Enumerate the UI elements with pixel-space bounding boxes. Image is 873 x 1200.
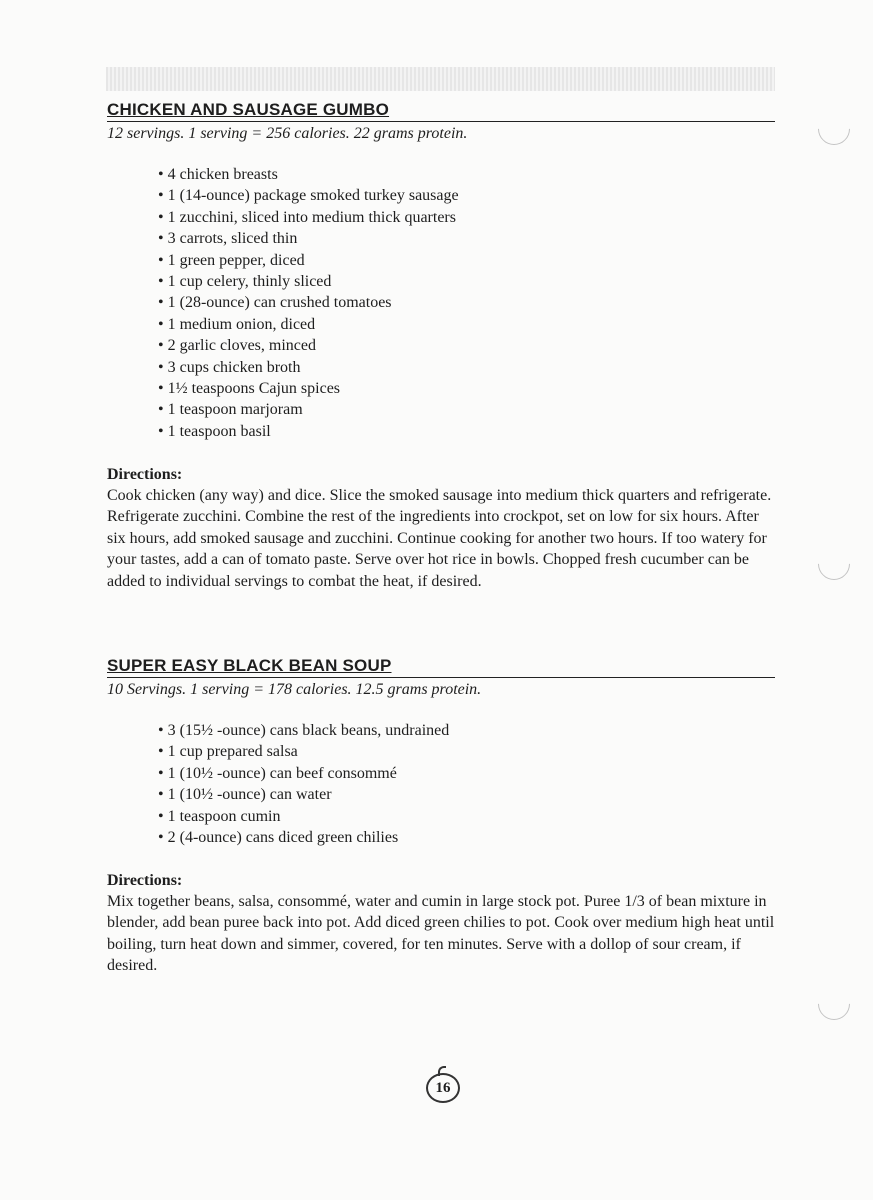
directions-text: Mix together beans, salsa, consommé, water and cumin in large stock pot. Puree 1/3 of bean mixture in blender, add bean puree back into pot. Add diced green chilies to pot. Cook over medium high heat until boiling, turn heat down and simmer, covered, for ten minutes. Serve with a dollop of sour cream, if desired. — [107, 893, 775, 975]
directions-heading: Directions: — [107, 872, 183, 889]
ingredient-item: • 1 green pepper, diced — [158, 250, 775, 271]
ingredient-item: • 1 teaspoon basil — [158, 421, 775, 442]
directions-text: Cook chicken (any way) and dice. Slice the smoked sausage into medium thick quarters and refrigerate. Refrigerate zucchini. Combine the rest of the ingredients into crockpot, set on low for six hours. After six hours, add smoked sausage and zucchini. Continue cooking for another two hours. If too watery for your tastes, add a can of tomato paste. Serve over hot rice in bowls. Chopped fresh cucumber can be added to individual servings to combat the heat, if desired. — [107, 487, 772, 590]
ingredient-item: • 1 medium onion, diced — [158, 314, 775, 335]
recipe-title: CHICKEN AND SAUSAGE GUMBO — [107, 100, 775, 122]
page-number: 16 — [426, 1073, 460, 1103]
ingredient-item: • 4 chicken breasts — [158, 164, 775, 185]
ingredient-item: • 3 carrots, sliced thin — [158, 228, 775, 249]
directions-gumbo — [107, 464, 775, 592]
ingredient-list — [158, 164, 775, 442]
directions-heading: Directions: — [107, 466, 183, 483]
directions-black-bean-soup — [107, 870, 775, 977]
ingredient-item: • 3 (15½ -ounce) cans black beans, undrained — [158, 720, 775, 741]
header-band — [106, 67, 775, 91]
binder-ring-mark — [811, 106, 856, 151]
ingredient-item: • 1½ teaspoons Cajun spices — [158, 378, 775, 399]
ingredient-item: • 1 cup celery, thinly sliced — [158, 271, 775, 292]
ingredient-item: • 2 (4-ounce) cans diced green chilies — [158, 827, 775, 848]
recipe-gumbo — [107, 100, 775, 442]
recipe-info: 10 Servings. 1 serving = 178 calories. 12.5 grams protein. — [107, 681, 482, 698]
ingredient-item: • 3 cups chicken broth — [158, 357, 775, 378]
recipe-black-bean-soup — [107, 656, 775, 848]
recipe-info: 12 servings. 1 serving = 256 calories. 22 grams protein. — [107, 125, 468, 142]
ingredient-item: • 1 cup prepared salsa — [158, 741, 775, 762]
binder-ring-mark — [811, 981, 856, 1026]
recipe-title: SUPER EASY BLACK BEAN SOUP — [107, 656, 775, 678]
ingredient-item: • 1 zucchini, sliced into medium thick quarters — [158, 207, 775, 228]
ingredient-item: • 1 teaspoon cumin — [158, 806, 775, 827]
binder-ring-mark — [811, 541, 856, 586]
ingredient-item: • 1 (28-ounce) can crushed tomatoes — [158, 292, 775, 313]
ingredient-item: • 1 (14-ounce) package smoked turkey sausage — [158, 185, 775, 206]
ingredient-item: • 1 teaspoon marjoram — [158, 399, 775, 420]
ingredient-item: • 1 (10½ -ounce) can water — [158, 784, 775, 805]
ingredient-item: • 1 (10½ -ounce) can beef consommé — [158, 763, 775, 784]
ingredient-list — [158, 720, 775, 848]
ingredient-item: • 2 garlic cloves, minced — [158, 335, 775, 356]
